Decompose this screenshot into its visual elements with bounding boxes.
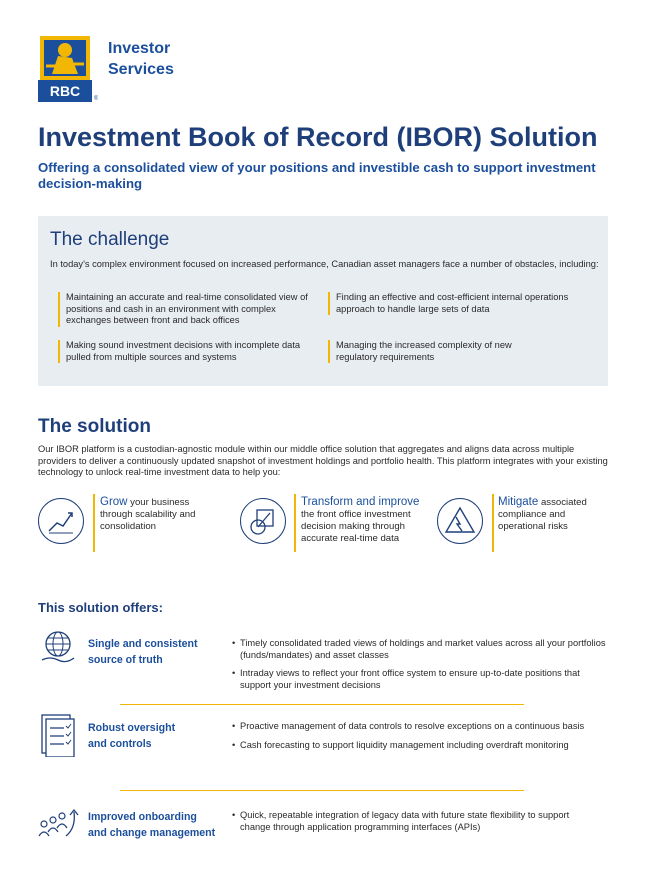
- feature-lead: Mitigate: [498, 496, 539, 508]
- offer-bullet: • Proactive management of data controls to resolve exceptions on a continuous basis: [232, 721, 612, 733]
- challenge-bullet: Managing the increased complexity of new regulatory requirements: [328, 340, 548, 363]
- offer-bullets: [232, 721, 612, 758]
- offer-title: [88, 720, 175, 752]
- feature-divider: [294, 494, 296, 552]
- feature-lead: Transform and improve: [301, 496, 420, 508]
- feature-lead: Grow: [100, 496, 128, 508]
- page-subtitle: Offering a consolidated view of your positions and investible cash to support investment decision-making: [38, 160, 596, 191]
- offer-bullet: • Cash forecasting to support liquidity management including overdraft monitoring: [232, 740, 612, 752]
- offer-bullets: [232, 810, 602, 840]
- feature-rest: the front office investment decision making through accurate real-time data: [301, 509, 411, 544]
- globe-hand-icon: [38, 628, 78, 668]
- brand-line-1: Investor: [108, 40, 171, 57]
- offer-bullet: • Intraday views to reflect your front office system to ensure up-to-date positions that support your investment decisions: [232, 668, 612, 691]
- offer-title-line: Single and consistent: [88, 638, 198, 650]
- brand-name: [108, 38, 174, 80]
- challenge-bullet: Making sound investment decisions with incomplete data pulled from multiple sources and systems: [58, 340, 320, 363]
- solution-heading: The solution: [38, 416, 151, 437]
- feature-grow: [100, 496, 220, 533]
- offer-title-line: and controls: [88, 738, 152, 750]
- offer-separator: [120, 704, 524, 705]
- feature-divider: [93, 494, 95, 552]
- offer-bullet: • Quick, repeatable integration of legacy data with future state flexibility to support change through application programming interfaces (APIs): [232, 810, 602, 833]
- offer-title-line: Improved onboarding: [88, 811, 197, 823]
- checklist-icon: [40, 713, 76, 757]
- target-icon: [240, 498, 286, 544]
- offer-bullet: • Timely consolidated traded views of holdings and market values across all your portfolios (funds/mandates) and asset classes: [232, 638, 612, 661]
- feature-rest: associated compliance and operational risks: [498, 497, 587, 532]
- feature-rest: your business through scalability and consolidation: [100, 497, 196, 532]
- offer-title: [88, 809, 215, 841]
- logo-text: RBC: [49, 83, 81, 99]
- feature-mitigate: [498, 496, 608, 533]
- brand-line-2: Services: [108, 61, 174, 78]
- page-title: Investment Book of Record (IBOR) Solution: [38, 122, 598, 152]
- challenge-panel: [38, 216, 608, 386]
- challenge-intro: In today's complex environment focused on increased performance, Canadian asset managers face a number of obstacles, including:: [50, 259, 599, 269]
- rbc-logo: [38, 36, 98, 102]
- feature-transform: [301, 496, 426, 545]
- challenge-bullet: Finding an effective and cost-efficient internal operations approach to handle large sets of data: [328, 292, 588, 315]
- offer-title: [88, 636, 198, 668]
- offer-title-line: Robust oversight: [88, 722, 176, 734]
- challenge-bullet: Maintaining an accurate and real-time consolidated view of positions and cash in an environment with complex exchanges between front and back offices: [58, 292, 320, 327]
- people-arrow-icon: [36, 806, 80, 840]
- feature-divider: [492, 494, 494, 552]
- challenge-heading: The challenge: [50, 229, 170, 250]
- growth-chart-icon: [38, 498, 84, 544]
- risk-triangle-icon: [437, 498, 483, 544]
- offer-separator: [120, 790, 524, 791]
- solution-paragraph: Our IBOR platform is a custodian-agnostic module within our middle office solution that aggregates and aligns data across multiple providers to deliver a continuously updated snapshot of investment holdings and portfolio health. This platform integrates with your existing technology to unlock real-time investment data to help you:: [38, 444, 608, 477]
- offer-bullets: [232, 638, 612, 698]
- svg-text:®: ®: [94, 96, 98, 102]
- offer-title-line: and change management: [88, 827, 216, 839]
- offer-title-line: source of truth: [88, 654, 163, 666]
- offers-heading: This solution offers:: [38, 600, 163, 615]
